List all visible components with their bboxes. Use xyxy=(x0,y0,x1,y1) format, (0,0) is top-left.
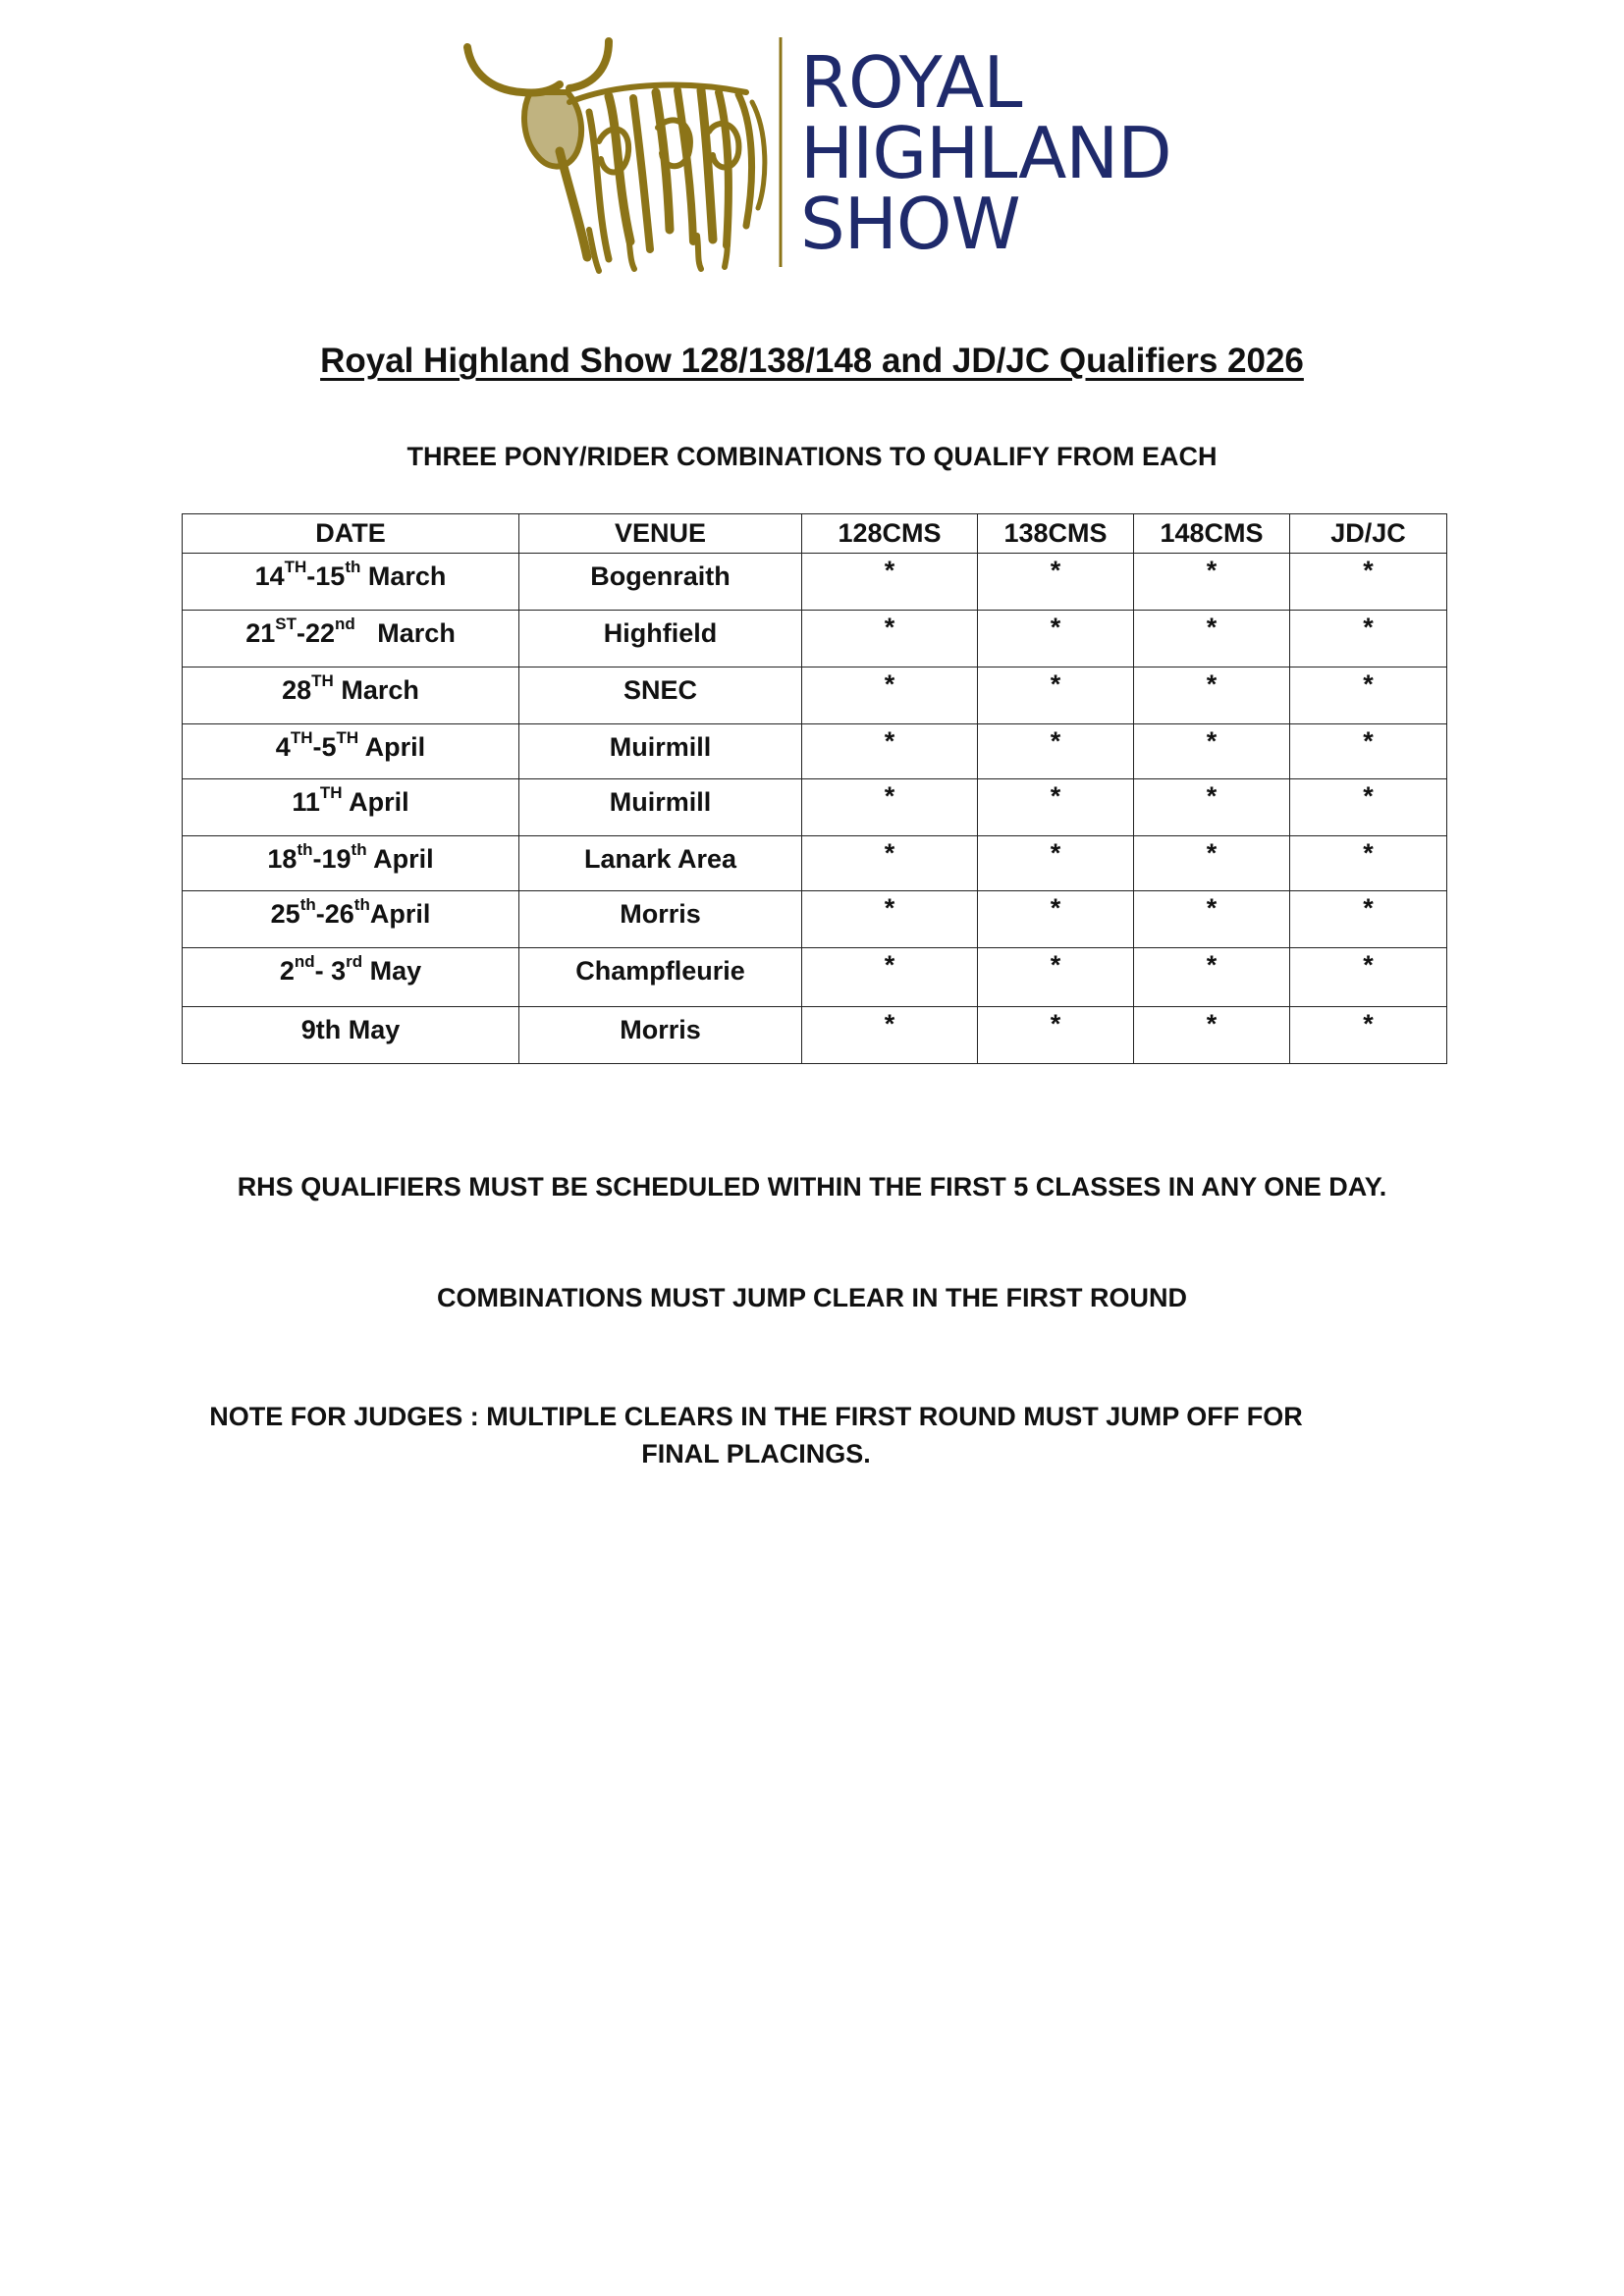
venue-cell: Champfleurie xyxy=(519,948,802,1007)
class-128-cell: * xyxy=(802,1007,978,1064)
document-title: Royal Highland Show 128/138/148 and JD/JC Qualifiers 2026 xyxy=(320,342,1304,380)
table-row xyxy=(183,611,1447,667)
class-138-cell: * xyxy=(978,1007,1134,1064)
class-138-cell: * xyxy=(978,667,1134,724)
scheduling-rule-note: RHS QUALIFIERS MUST BE SCHEDULED WITHIN THE FIRST 5 CLASSES IN ANY ONE DAY. xyxy=(237,1172,1387,1201)
logo-text-show: SHOW xyxy=(800,183,1020,265)
date-cell: 28TH March xyxy=(183,667,519,724)
date-cell: 18th-19th April xyxy=(183,836,519,891)
class-138-cell: * xyxy=(978,724,1134,779)
venue-cell: Muirmill xyxy=(519,779,802,836)
class-148-cell: * xyxy=(1134,667,1290,724)
header-138cms: 138CMS xyxy=(978,514,1134,554)
class-jdjc-cell: * xyxy=(1290,1007,1447,1064)
class-128-cell: * xyxy=(802,948,978,1007)
class-148-cell: * xyxy=(1134,779,1290,836)
class-148-cell: * xyxy=(1134,724,1290,779)
table-row xyxy=(183,667,1447,724)
royal-highland-show-logo xyxy=(461,33,1178,274)
class-148-cell: * xyxy=(1134,554,1290,611)
class-148-cell: * xyxy=(1134,611,1290,667)
table-row xyxy=(183,948,1447,1007)
class-138-cell: * xyxy=(978,554,1134,611)
class-148-cell: * xyxy=(1134,836,1290,891)
date-cell: 9th May xyxy=(183,1007,519,1064)
class-148-cell: * xyxy=(1134,948,1290,1007)
venue-cell: SNEC xyxy=(519,667,802,724)
class-128-cell: * xyxy=(802,724,978,779)
venue-cell: Highfield xyxy=(519,611,802,667)
table-row xyxy=(183,724,1447,779)
class-jdjc-cell: * xyxy=(1290,667,1447,724)
class-138-cell: * xyxy=(978,611,1134,667)
logo-text-royal: ROYAL xyxy=(800,41,1022,124)
class-128-cell: * xyxy=(802,611,978,667)
class-jdjc-cell: * xyxy=(1290,836,1447,891)
venue-cell: Muirmill xyxy=(519,724,802,779)
table-header-row xyxy=(183,514,1447,554)
clear-round-rule-note: COMBINATIONS MUST JUMP CLEAR IN THE FIRST ROUND xyxy=(436,1283,1187,1312)
class-jdjc-cell: * xyxy=(1290,611,1447,667)
table-row xyxy=(183,554,1447,611)
class-148-cell: * xyxy=(1134,891,1290,948)
header-jdjc: JD/JC xyxy=(1290,514,1447,554)
header-date: DATE xyxy=(183,514,519,554)
date-cell: 14TH-15th March xyxy=(183,554,519,611)
table-row xyxy=(183,891,1447,948)
date-cell: 21ST-22nd March xyxy=(183,611,519,667)
venue-cell: Morris xyxy=(519,1007,802,1064)
class-128-cell: * xyxy=(802,667,978,724)
class-138-cell: * xyxy=(978,948,1134,1007)
qualifier-schedule-table xyxy=(182,513,1447,1064)
class-jdjc-cell: * xyxy=(1290,779,1447,836)
class-128-cell: * xyxy=(802,554,978,611)
date-cell: 11TH April xyxy=(183,779,519,836)
table-row xyxy=(183,779,1447,836)
venue-cell: Bogenraith xyxy=(519,554,802,611)
date-cell: 4TH-5TH April xyxy=(183,724,519,779)
class-jdjc-cell: * xyxy=(1290,554,1447,611)
venue-cell: Lanark Area xyxy=(519,836,802,891)
class-jdjc-cell: * xyxy=(1290,948,1447,1007)
date-cell: 25th-26thApril xyxy=(183,891,519,948)
class-jdjc-cell: * xyxy=(1290,724,1447,779)
judges-note: NOTE FOR JUDGES : MULTIPLE CLEARS IN THE FIRST ROUND MUST JUMP OFF FOR FINAL PLACINGS. xyxy=(209,1402,1303,1468)
header-venue: VENUE xyxy=(519,514,802,554)
table-row xyxy=(183,1007,1447,1064)
class-138-cell: * xyxy=(978,836,1134,891)
header-148cms: 148CMS xyxy=(1134,514,1290,554)
venue-cell: Morris xyxy=(519,891,802,948)
logo-text-highland: HIGHLAND xyxy=(800,112,1171,194)
class-138-cell: * xyxy=(978,891,1134,948)
class-128-cell: * xyxy=(802,836,978,891)
class-jdjc-cell: * xyxy=(1290,891,1447,948)
class-138-cell: * xyxy=(978,779,1134,836)
class-128-cell: * xyxy=(802,779,978,836)
qualification-subtitle: THREE PONY/RIDER COMBINATIONS TO QUALIFY FROM EACH xyxy=(406,442,1218,471)
header-128cms: 128CMS xyxy=(802,514,978,554)
class-128-cell: * xyxy=(802,891,978,948)
table-row xyxy=(183,836,1447,891)
class-148-cell: * xyxy=(1134,1007,1290,1064)
date-cell: 2nd- 3rd May xyxy=(183,948,519,1007)
